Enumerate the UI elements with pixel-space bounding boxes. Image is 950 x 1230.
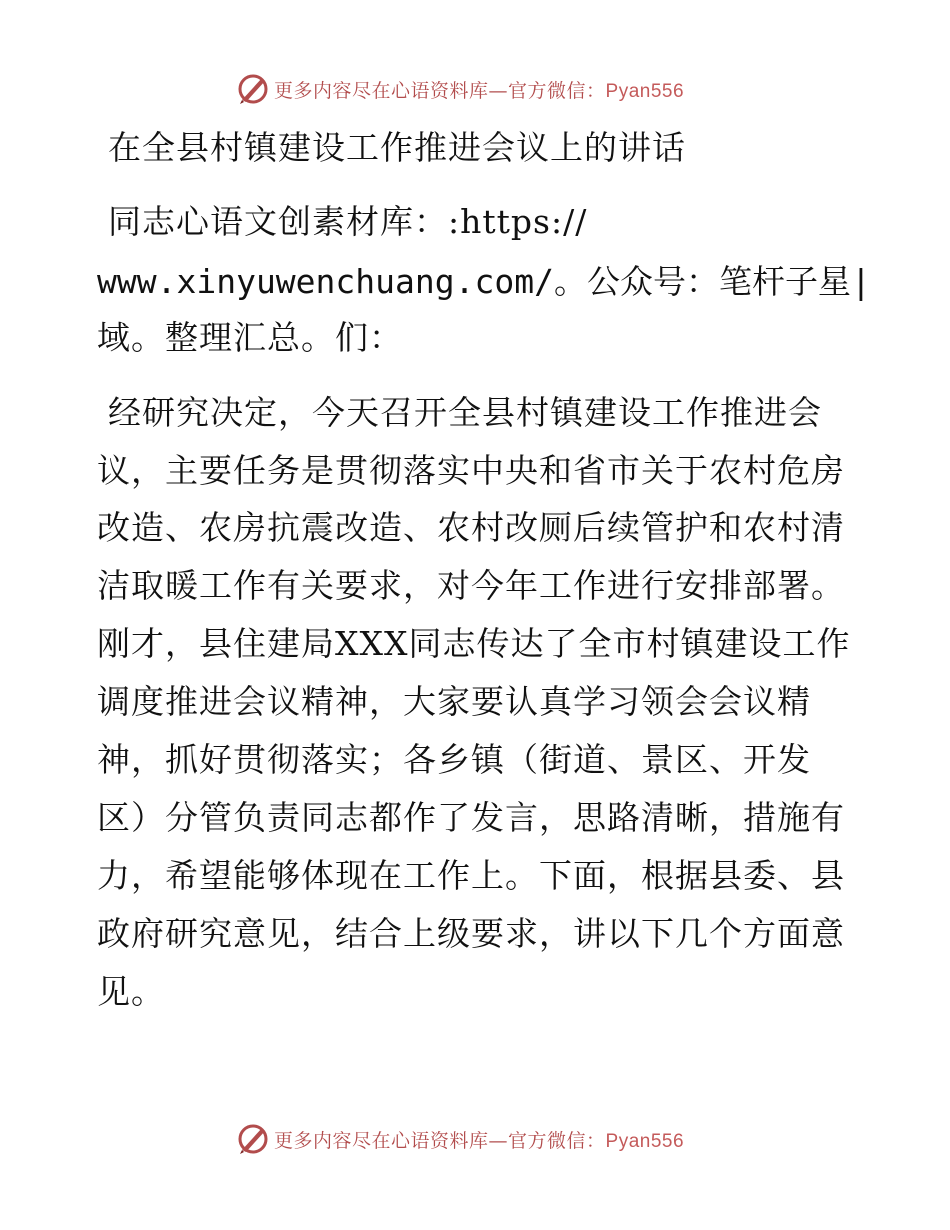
salutation-line: www.xinyuwenchuang.com/。公众号：笔杆子星|	[97, 262, 871, 301]
body-line: 力，希望能够体现在工作上。下面，根据县委、县	[97, 856, 845, 895]
body-line: 见。	[97, 972, 165, 1011]
header-banner	[236, 72, 716, 106]
body-line: 洁取暖工作有关要求，对今年工作进行安排部署。	[97, 566, 845, 605]
body-line: 区）分管负责同志都作了发言，思路清晰，措施有	[97, 798, 845, 837]
body-line: 神，抓好贯彻落实；各乡镇（街道、景区、开发	[97, 740, 811, 779]
quill-pen-logo-icon	[236, 72, 270, 106]
banner-wechat-id: Pyan556	[605, 1130, 685, 1152]
body-line: 调度推进会议精神，大家要认真学习领会会议精	[97, 682, 811, 721]
banner-separator: —	[488, 1129, 509, 1152]
banner-wechat-id: Pyan556	[605, 80, 685, 102]
banner-main-text: 更多内容尽在心语资料库	[274, 1129, 489, 1152]
banner-official-label: 官方微信：	[508, 1129, 606, 1152]
banner-official-label: 官方微信：	[508, 79, 606, 102]
salutation-line: 同志心语文创素材库：:https://	[108, 202, 588, 241]
footer-banner	[236, 1122, 716, 1156]
banner-separator: —	[488, 79, 509, 102]
document-title: 在全县村镇建设工作推进会议上的讲话	[108, 128, 686, 167]
body-line: 政府研究意见，结合上级要求，讲以下几个方面意	[97, 914, 845, 953]
body-line: 刚才，县住建局XXX同志传达了全市村镇建设工作	[97, 624, 851, 663]
body-line: 议，主要任务是贯彻落实中央和省市关于农村危房	[97, 451, 845, 490]
banner-main-text: 更多内容尽在心语资料库	[274, 79, 489, 102]
salutation-line: 域。整理汇总。们：	[97, 318, 403, 357]
body-line: 经研究决定，今天召开全县村镇建设工作推进会	[108, 393, 822, 432]
body-line: 改造、农房抗震改造、农村改厕后续管护和农村清	[97, 508, 845, 547]
quill-pen-logo-icon	[236, 1122, 270, 1156]
